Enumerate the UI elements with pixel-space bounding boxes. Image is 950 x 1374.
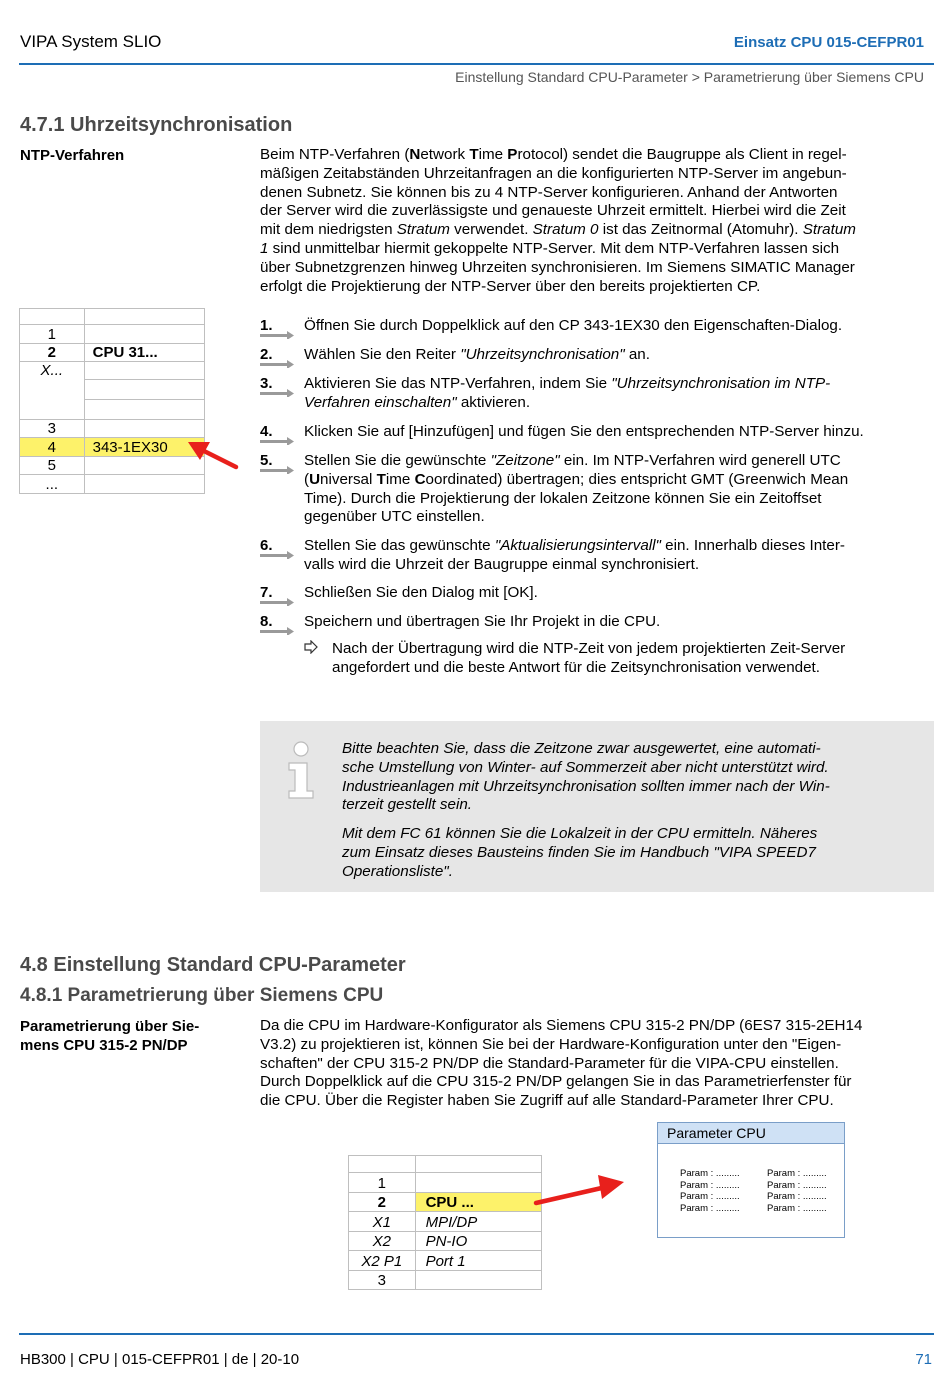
table-row bbox=[349, 1251, 542, 1271]
footer-divider bbox=[19, 1333, 934, 1335]
text-line: Speichern und übertragen Sie Ihr Projekt in die CPU. bbox=[304, 613, 661, 630]
step-number: 3. bbox=[260, 375, 296, 395]
table-row bbox=[349, 1192, 542, 1212]
hw-config-table-2 bbox=[348, 1155, 542, 1290]
step-number: 6. bbox=[260, 537, 296, 557]
table-row bbox=[349, 1270, 542, 1290]
table-cell: 3 bbox=[349, 1270, 416, 1290]
step-text bbox=[304, 584, 538, 603]
text-line: erfolgt die Projektierung der NTP-Server über den bereits projektierten CP. bbox=[260, 277, 761, 295]
text-line: terzeit gestellt sein. bbox=[342, 796, 472, 814]
step-arrow-icon bbox=[260, 551, 294, 559]
red-arrow-icon bbox=[532, 1172, 628, 1208]
section-title-481: 4.8.1 Parametrierung über Siemens CPU bbox=[20, 985, 384, 1006]
side-heading-param bbox=[20, 1017, 199, 1055]
param-column-2 bbox=[767, 1168, 827, 1215]
table-cell: 1 bbox=[349, 1173, 416, 1193]
table-cell bbox=[84, 309, 204, 325]
text-line: angefordert und die beste Antwort für die Zeitsynchronisation verwendet. bbox=[332, 658, 820, 676]
step-number: 1. bbox=[260, 317, 296, 337]
text-line: Stellen Sie das gewünschte "Aktualisierungsintervall" ein. Innerhalb dieses Inter- bbox=[304, 537, 845, 554]
param-row: Param : ......... bbox=[680, 1179, 740, 1191]
param-row: Param : ......... bbox=[767, 1203, 827, 1215]
step-text bbox=[304, 613, 660, 632]
step-text bbox=[304, 317, 842, 336]
text-line: (Universal Time Coordinated) übertragen; dies entspricht GMT (Greenwich Mean bbox=[304, 470, 849, 488]
side-heading-ntp: NTP-Verfahren bbox=[20, 147, 125, 164]
table-row bbox=[20, 309, 205, 325]
section-title-471: 4.7.1 Uhrzeitsynchronisation bbox=[20, 114, 293, 136]
table-cell: X... bbox=[20, 362, 85, 380]
info-icon bbox=[284, 741, 318, 801]
result-arrow-icon bbox=[304, 640, 318, 659]
table-row bbox=[20, 379, 205, 419]
param-row: Param : ......... bbox=[767, 1191, 827, 1203]
table-cell: X2 bbox=[349, 1231, 416, 1251]
param-intro bbox=[260, 1017, 940, 1111]
table-cell: X2 P1 bbox=[349, 1251, 416, 1271]
table-cell: X1 bbox=[349, 1212, 416, 1232]
step-number: 5. bbox=[260, 452, 296, 472]
step-arrow-icon bbox=[260, 389, 294, 397]
table-cell bbox=[84, 362, 204, 380]
text-line: Industrieanlagen mit Uhrzeitsynchronisation sollten immer nach der Win- bbox=[342, 777, 830, 795]
text-line: V3.2) zu projektieren ist, können Sie bei der Hardware-Konfiguration unter den "Eigen- bbox=[260, 1035, 842, 1053]
note-text bbox=[342, 740, 902, 882]
header-chapter: Einsatz CPU 015-CEFPR01 bbox=[733, 34, 924, 51]
table-cell bbox=[20, 309, 85, 325]
text-line: Durch Doppelklick auf die CPU 315-2 PN/DP gelangen Sie in das Parametrierfenster für bbox=[260, 1073, 852, 1091]
table-row bbox=[20, 438, 205, 457]
step-arrow-icon bbox=[260, 331, 294, 339]
table-cell: CPU 31... bbox=[84, 343, 204, 362]
table-row bbox=[349, 1231, 542, 1251]
table-cell bbox=[20, 379, 85, 419]
table-cell: 3 bbox=[20, 419, 85, 438]
text-line: valls wird die Uhrzeit der Baugruppe einmal synchronisiert. bbox=[304, 555, 700, 573]
text-line: Schließen Sie den Dialog mit [OK]. bbox=[304, 584, 538, 601]
table-cell: 2 bbox=[20, 343, 85, 362]
text-line: denen Subnetz. Sie können bis zu 4 NTP-Server konfigurieren. Anhand der Antworten bbox=[260, 183, 838, 201]
text-line: mit dem niedrigsten Stratum verwendet. Stratum 0 ist das Zeitnormal (Atomuhr). Stratum bbox=[260, 221, 856, 239]
text-line: Aktivieren Sie das NTP-Verfahren, indem Sie "Uhrzeitsynchronisation im NTP- bbox=[304, 375, 831, 392]
step-result bbox=[332, 640, 932, 678]
step-text bbox=[304, 423, 864, 442]
table-cell bbox=[84, 419, 204, 438]
text-line: Beim NTP-Verfahren (Network Time Protocol) sendet die Baugruppe als Client in regel- bbox=[260, 146, 847, 163]
table-cell bbox=[84, 379, 204, 419]
table-row bbox=[20, 475, 205, 494]
param-column-1 bbox=[680, 1168, 740, 1215]
text-line: Bitte beachten Sie, dass die Zeitzone zwar ausgewertet, eine automati- bbox=[342, 740, 821, 757]
table-cell: CPU ... bbox=[415, 1192, 541, 1212]
table-cell: ... bbox=[20, 475, 85, 494]
text-line: der Server wird die zuverlässigste und genaueste Uhrzeit ermittelt. Hierbei wird die Zeit bbox=[260, 202, 846, 220]
step-arrow-icon bbox=[260, 360, 294, 368]
table-row bbox=[20, 325, 205, 344]
header-divider bbox=[19, 63, 934, 65]
page-number: 71 bbox=[915, 1351, 932, 1368]
table-cell bbox=[415, 1156, 541, 1173]
table-cell: 5 bbox=[20, 456, 85, 475]
step-arrow-icon bbox=[260, 598, 294, 606]
step-number: 7. bbox=[260, 584, 296, 604]
table-cell: 343-1EX30 bbox=[84, 438, 204, 457]
table-row bbox=[349, 1173, 542, 1193]
table-cell: 1 bbox=[20, 325, 85, 344]
table-row bbox=[349, 1156, 542, 1173]
text-line: mens CPU 315-2 PN/DP bbox=[20, 1037, 188, 1054]
text-line: über Subnetzgrenzen hinweg Uhrzeiten synchronisieren. Im Siemens SIMATIC Manager bbox=[260, 258, 855, 276]
param-row: Param : ......... bbox=[680, 1191, 740, 1203]
text-line: Operationsliste". bbox=[342, 862, 453, 880]
table-cell bbox=[415, 1270, 541, 1290]
step-arrow-icon bbox=[260, 627, 294, 635]
ntp-intro bbox=[260, 146, 936, 296]
table-cell: PN-IO bbox=[415, 1231, 541, 1251]
red-arrow-icon bbox=[182, 436, 240, 472]
step-text bbox=[304, 346, 650, 365]
step-text bbox=[304, 452, 848, 527]
parameter-window-title: Parameter CPU bbox=[658, 1123, 844, 1144]
step-number: 2. bbox=[260, 346, 296, 366]
table-cell: MPI/DP bbox=[415, 1212, 541, 1232]
param-row: Param : ......... bbox=[767, 1179, 827, 1191]
table-cell: 4 bbox=[20, 438, 85, 457]
footer-doc-id: HB300 | CPU | 015-CEFPR01 | de | 20-10 bbox=[20, 1351, 300, 1368]
text-line: Klicken Sie auf [Hinzufügen] und fügen Sie den entsprechenden NTP-Server hinzu. bbox=[304, 423, 864, 440]
step-number: 4. bbox=[260, 423, 296, 443]
table-cell: 2 bbox=[349, 1192, 416, 1212]
text-line: sche Umstellung von Winter- auf Sommerzeit aber nicht unterstützt wird. bbox=[342, 758, 829, 776]
text-line: Stellen Sie die gewünschte "Zeitzone" ein. Im NTP-Verfahren wird generell UTC bbox=[304, 452, 841, 469]
text-line: Verfahren einschalten" aktivieren. bbox=[304, 393, 531, 411]
text-line: 1 sind unmittelbar hiermit gekoppelte NTP-Server. Mit dem NTP-Verfahren lassen sich bbox=[260, 239, 840, 257]
note-paragraph-1 bbox=[342, 740, 902, 815]
text-line: Öffnen Sie durch Doppelklick auf den CP 343-1EX30 den Eigenschaften-Dialog. bbox=[304, 317, 843, 334]
note-paragraph-2 bbox=[342, 825, 902, 881]
table-cell bbox=[349, 1156, 416, 1173]
text-line: gegenüber UTC einstellen. bbox=[304, 508, 485, 526]
text-line: Mit dem FC 61 können Sie die Lokalzeit in der CPU ermitteln. Näheres bbox=[342, 825, 818, 843]
param-row: Param : ......... bbox=[680, 1203, 740, 1215]
note-box bbox=[260, 721, 934, 892]
step-number: 8. bbox=[260, 613, 296, 633]
param-row: Param : ......... bbox=[680, 1168, 740, 1179]
table-cell bbox=[84, 475, 204, 494]
table-cell: Port 1 bbox=[415, 1251, 541, 1271]
section-title-48: 4.8 Einstellung Standard CPU-Parameter bbox=[20, 954, 406, 976]
text-line: mäßigen Zeitabständen Uhrzeitanfragen an die konfigurierten NTP-Server im angebun- bbox=[260, 164, 847, 182]
table-row bbox=[20, 456, 205, 475]
text-line: zum Einsatz dieses Bausteins finden Sie im Handbuch "VIPA SPEED7 bbox=[342, 843, 816, 861]
header-product: VIPA System SLIO bbox=[20, 32, 162, 51]
table-row bbox=[349, 1212, 542, 1232]
text-line: Wählen Sie den Reiter "Uhrzeitsynchronisation" an. bbox=[304, 346, 650, 363]
step-arrow-icon bbox=[260, 437, 294, 445]
table-row bbox=[20, 343, 205, 362]
table-cell bbox=[415, 1173, 541, 1193]
table-row bbox=[20, 362, 205, 380]
table-cell bbox=[84, 325, 204, 344]
text-line: Nach der Übertragung wird die NTP-Zeit von jedem projektierten Zeit-Server bbox=[332, 640, 846, 657]
text-line: Time). Durch die Projektierung der lokalen Zeitzone können Sie ein Zeitoffset bbox=[304, 489, 822, 507]
text-line: Da die CPU im Hardware-Konfigurator als Siemens CPU 315-2 PN/DP (6ES7 315-2EH14 bbox=[260, 1017, 863, 1034]
step-text bbox=[304, 537, 845, 575]
breadcrumb: Einstellung Standard CPU-Parameter > Parametrierung über Siemens CPU bbox=[455, 69, 924, 85]
text-line: die CPU. Über die Register haben Sie Zugriff auf alle Standard-Parameter Ihrer CPU. bbox=[260, 1092, 834, 1110]
hw-config-table bbox=[19, 308, 205, 494]
text-line: schaften" der CPU 315-2 PN/DP die Standard-Parameter für die VIPA-CPU einstellen. bbox=[260, 1054, 839, 1072]
parameter-window bbox=[657, 1122, 845, 1238]
param-row: Param : ......... bbox=[767, 1168, 827, 1179]
step-arrow-icon bbox=[260, 466, 294, 474]
text-line: Parametrierung über Sie- bbox=[20, 1018, 200, 1035]
table-row bbox=[20, 419, 205, 438]
step-text bbox=[304, 375, 830, 413]
